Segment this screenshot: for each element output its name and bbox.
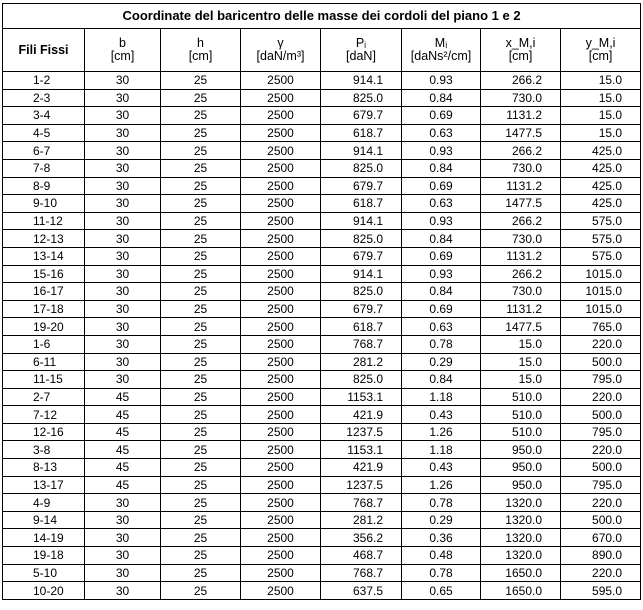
table-cell: 0.48 bbox=[402, 547, 481, 565]
table-cell: 25 bbox=[161, 72, 241, 90]
table-cell: 25 bbox=[161, 388, 241, 406]
table-cell: 45 bbox=[85, 388, 161, 406]
table-cell: 2500 bbox=[241, 582, 321, 600]
table-cell: 575.0 bbox=[561, 247, 641, 265]
table-cell: 950.0 bbox=[481, 459, 561, 477]
table-cell: 1.18 bbox=[402, 441, 481, 459]
table-cell: 2500 bbox=[241, 423, 321, 441]
table-cell: 0.84 bbox=[402, 371, 481, 389]
table-cell: 825.0 bbox=[321, 283, 402, 301]
table-cell: 0.93 bbox=[402, 265, 481, 283]
table-cell: 25 bbox=[161, 459, 241, 477]
table-cell: 25 bbox=[161, 230, 241, 248]
table-cell: 30 bbox=[85, 72, 161, 90]
table-cell: 1131.2 bbox=[481, 177, 561, 195]
table-row bbox=[3, 582, 641, 600]
table-cell: 30 bbox=[85, 124, 161, 142]
table-cell: 618.7 bbox=[321, 195, 402, 213]
table-cell: 1650.0 bbox=[481, 564, 561, 582]
table-cell: 0.29 bbox=[402, 511, 481, 529]
table-cell: 30 bbox=[85, 511, 161, 529]
table-cell: 1015.0 bbox=[561, 283, 641, 301]
table-row bbox=[3, 247, 641, 265]
row-label-cell: 3-4 bbox=[3, 107, 85, 125]
table-cell: 2500 bbox=[241, 212, 321, 230]
row-label-cell: 8-9 bbox=[3, 177, 85, 195]
table-cell: 1.26 bbox=[402, 423, 481, 441]
row-label-cell: 1-6 bbox=[3, 335, 85, 353]
table-cell: 2500 bbox=[241, 230, 321, 248]
table-cell: 500.0 bbox=[561, 459, 641, 477]
column-header-label: x_M,i bbox=[505, 36, 536, 50]
table-cell: 1131.2 bbox=[481, 300, 561, 318]
table-row bbox=[3, 529, 641, 547]
table-cell: 2500 bbox=[241, 107, 321, 125]
column-header-unit: [daN] bbox=[346, 49, 376, 63]
table-cell: 2500 bbox=[241, 159, 321, 177]
table-cell: 890.0 bbox=[561, 547, 641, 565]
table-cell: 25 bbox=[161, 177, 241, 195]
column-header bbox=[85, 29, 161, 72]
table-row bbox=[3, 441, 641, 459]
column-header-unit: [cm] bbox=[110, 49, 135, 63]
table-cell: 2500 bbox=[241, 371, 321, 389]
table-cell: 914.1 bbox=[321, 142, 402, 160]
table-cell: 595.0 bbox=[561, 582, 641, 600]
table-row bbox=[3, 494, 641, 512]
table-cell: 2500 bbox=[241, 547, 321, 565]
row-label-cell: 13-17 bbox=[3, 476, 85, 494]
table-row bbox=[3, 230, 641, 248]
table-cell: 0.63 bbox=[402, 318, 481, 336]
table-cell: 2500 bbox=[241, 89, 321, 107]
table-cell: 15.0 bbox=[481, 353, 561, 371]
column-header-label: Pᵢ bbox=[355, 36, 367, 50]
table-cell: 1.26 bbox=[402, 476, 481, 494]
row-label-cell: 1-2 bbox=[3, 72, 85, 90]
column-header bbox=[481, 29, 561, 72]
table-cell: 1015.0 bbox=[561, 265, 641, 283]
column-header-unit: [cm] bbox=[588, 49, 613, 63]
table-cell: 421.9 bbox=[321, 459, 402, 477]
table-cell: 30 bbox=[85, 494, 161, 512]
table-cell: 15.0 bbox=[561, 107, 641, 125]
table-cell: 220.0 bbox=[561, 388, 641, 406]
table-row bbox=[3, 72, 641, 90]
table-cell: 30 bbox=[85, 142, 161, 160]
table-row bbox=[3, 142, 641, 160]
table-cell: 25 bbox=[161, 124, 241, 142]
table-cell: 765.0 bbox=[561, 318, 641, 336]
table-row bbox=[3, 107, 641, 125]
table-cell: 825.0 bbox=[321, 230, 402, 248]
table-cell: 425.0 bbox=[561, 159, 641, 177]
table-row bbox=[3, 476, 641, 494]
table-cell: 25 bbox=[161, 283, 241, 301]
table-cell: 30 bbox=[85, 89, 161, 107]
table-cell: 0.43 bbox=[402, 406, 481, 424]
table-cell: 914.1 bbox=[321, 72, 402, 90]
table-cell: 30 bbox=[85, 177, 161, 195]
table-row bbox=[3, 459, 641, 477]
row-label-cell: 12-13 bbox=[3, 230, 85, 248]
table-cell: 0.93 bbox=[402, 72, 481, 90]
table-cell: 25 bbox=[161, 476, 241, 494]
table-cell: 825.0 bbox=[321, 371, 402, 389]
table-cell: 1320.0 bbox=[481, 529, 561, 547]
table-cell: 30 bbox=[85, 371, 161, 389]
table-cell: 25 bbox=[161, 159, 241, 177]
table-cell: 1153.1 bbox=[321, 388, 402, 406]
table-cell: 2500 bbox=[241, 195, 321, 213]
table-cell: 266.2 bbox=[481, 265, 561, 283]
table-cell: 30 bbox=[85, 283, 161, 301]
table-cell: 2500 bbox=[241, 177, 321, 195]
table-cell: 1131.2 bbox=[481, 107, 561, 125]
table-cell: 2500 bbox=[241, 335, 321, 353]
table-row bbox=[3, 212, 641, 230]
table-cell: 1.18 bbox=[402, 388, 481, 406]
column-header bbox=[402, 29, 481, 72]
table-cell: 220.0 bbox=[561, 335, 641, 353]
table-cell: 768.7 bbox=[321, 564, 402, 582]
table-cell: 637.5 bbox=[321, 582, 402, 600]
row-label-cell: 11-12 bbox=[3, 212, 85, 230]
table-cell: 0.65 bbox=[402, 582, 481, 600]
table-row bbox=[3, 124, 641, 142]
table-cell: 2500 bbox=[241, 247, 321, 265]
table-cell: 1477.5 bbox=[481, 195, 561, 213]
table-cell: 500.0 bbox=[561, 406, 641, 424]
table-cell: 30 bbox=[85, 159, 161, 177]
table-cell: 730.0 bbox=[481, 159, 561, 177]
row-label-cell: 6-11 bbox=[3, 353, 85, 371]
row-label-cell: 6-7 bbox=[3, 142, 85, 160]
table-cell: 825.0 bbox=[321, 89, 402, 107]
table-cell: 25 bbox=[161, 564, 241, 582]
table-cell: 25 bbox=[161, 494, 241, 512]
row-label-cell: 9-10 bbox=[3, 195, 85, 213]
table-row bbox=[3, 388, 641, 406]
table-cell: 0.84 bbox=[402, 230, 481, 248]
column-header-label: y_M,i bbox=[585, 36, 616, 50]
table-cell: 25 bbox=[161, 300, 241, 318]
row-label-cell: 8-13 bbox=[3, 459, 85, 477]
table-cell: 15.0 bbox=[561, 124, 641, 142]
column-header-unit: [daN/m³] bbox=[256, 49, 305, 63]
table-cell: 679.7 bbox=[321, 177, 402, 195]
table-cell: 914.1 bbox=[321, 212, 402, 230]
table-cell: 25 bbox=[161, 107, 241, 125]
table-cell: 0.69 bbox=[402, 247, 481, 265]
table-cell: 2500 bbox=[241, 388, 321, 406]
table-cell: 220.0 bbox=[561, 441, 641, 459]
table-cell: 25 bbox=[161, 335, 241, 353]
table-cell: 45 bbox=[85, 476, 161, 494]
table-cell: 15.0 bbox=[561, 72, 641, 90]
table-cell: 1477.5 bbox=[481, 318, 561, 336]
table-cell: 2500 bbox=[241, 265, 321, 283]
table-row bbox=[3, 318, 641, 336]
table-cell: 25 bbox=[161, 371, 241, 389]
table-cell: 25 bbox=[161, 195, 241, 213]
table-cell: 30 bbox=[85, 529, 161, 547]
table-cell: 795.0 bbox=[561, 476, 641, 494]
table-cell: 950.0 bbox=[481, 441, 561, 459]
table-cell: 220.0 bbox=[561, 564, 641, 582]
table-cell: 1015.0 bbox=[561, 300, 641, 318]
table-cell: 2500 bbox=[241, 564, 321, 582]
table-row bbox=[3, 195, 641, 213]
table-cell: 825.0 bbox=[321, 159, 402, 177]
table-cell: 25 bbox=[161, 353, 241, 371]
table-row bbox=[3, 335, 641, 353]
table-cell: 45 bbox=[85, 423, 161, 441]
table-cell: 1320.0 bbox=[481, 547, 561, 565]
table-cell: 281.2 bbox=[321, 353, 402, 371]
table-cell: 0.93 bbox=[402, 212, 481, 230]
row-label-cell: 7-12 bbox=[3, 406, 85, 424]
data-table bbox=[2, 3, 641, 600]
table-cell: 25 bbox=[161, 406, 241, 424]
table-cell: 1477.5 bbox=[481, 124, 561, 142]
row-label-cell: 19-18 bbox=[3, 547, 85, 565]
table-cell: 0.69 bbox=[402, 107, 481, 125]
table-cell: 1320.0 bbox=[481, 494, 561, 512]
table-cell: 30 bbox=[85, 212, 161, 230]
row-label-cell: 7-8 bbox=[3, 159, 85, 177]
column-header-unit: [daNs²/cm] bbox=[410, 49, 472, 63]
table-cell: 25 bbox=[161, 142, 241, 160]
row-label-cell: 2-7 bbox=[3, 388, 85, 406]
table-cell: 15.0 bbox=[561, 89, 641, 107]
row-label-cell: 15-16 bbox=[3, 265, 85, 283]
table-cell: 25 bbox=[161, 582, 241, 600]
table-cell: 795.0 bbox=[561, 423, 641, 441]
table-cell: 30 bbox=[85, 582, 161, 600]
table-cell: 266.2 bbox=[481, 72, 561, 90]
table-cell: 500.0 bbox=[561, 353, 641, 371]
table-cell: 0.29 bbox=[402, 353, 481, 371]
table-cell: 510.0 bbox=[481, 423, 561, 441]
table-cell: 1131.2 bbox=[481, 247, 561, 265]
table-cell: 25 bbox=[161, 529, 241, 547]
table-cell: 0.78 bbox=[402, 335, 481, 353]
column-header-label: Fili Fissi bbox=[18, 42, 69, 57]
table-cell: 0.93 bbox=[402, 142, 481, 160]
table-cell: 45 bbox=[85, 459, 161, 477]
table-cell: 670.0 bbox=[561, 529, 641, 547]
table-cell: 30 bbox=[85, 247, 161, 265]
column-header-unit: [cm] bbox=[188, 49, 213, 63]
table-row bbox=[3, 371, 641, 389]
table-row bbox=[3, 353, 641, 371]
table-cell: 425.0 bbox=[561, 177, 641, 195]
table-cell: 0.84 bbox=[402, 89, 481, 107]
table-cell: 0.69 bbox=[402, 300, 481, 318]
table-cell: 25 bbox=[161, 441, 241, 459]
table-cell: 0.78 bbox=[402, 564, 481, 582]
row-label-cell: 17-18 bbox=[3, 300, 85, 318]
table-cell: 30 bbox=[85, 335, 161, 353]
table-cell: 510.0 bbox=[481, 388, 561, 406]
table-cell: 575.0 bbox=[561, 212, 641, 230]
table-cell: 30 bbox=[85, 564, 161, 582]
table-row bbox=[3, 423, 641, 441]
row-label-cell: 19-20 bbox=[3, 318, 85, 336]
column-header-label: γ bbox=[277, 36, 284, 50]
table-body bbox=[3, 72, 641, 600]
table-cell: 281.2 bbox=[321, 511, 402, 529]
table-cell: 768.7 bbox=[321, 335, 402, 353]
table-cell: 2500 bbox=[241, 300, 321, 318]
table-cell: 1153.1 bbox=[321, 441, 402, 459]
table-row bbox=[3, 300, 641, 318]
table-cell: 30 bbox=[85, 547, 161, 565]
column-header-label: b bbox=[119, 36, 126, 50]
table-cell: 25 bbox=[161, 89, 241, 107]
table-cell: 618.7 bbox=[321, 318, 402, 336]
table-cell: 0.69 bbox=[402, 177, 481, 195]
row-label-cell: 12-16 bbox=[3, 423, 85, 441]
table-row bbox=[3, 283, 641, 301]
row-label-cell: 16-17 bbox=[3, 283, 85, 301]
table-cell: 1650.0 bbox=[481, 582, 561, 600]
table-cell: 30 bbox=[85, 195, 161, 213]
table-cell: 2500 bbox=[241, 441, 321, 459]
table-cell: 730.0 bbox=[481, 230, 561, 248]
table-row bbox=[3, 265, 641, 283]
table-row bbox=[3, 547, 641, 565]
table-cell: 45 bbox=[85, 406, 161, 424]
column-header bbox=[561, 29, 641, 72]
table-cell: 30 bbox=[85, 318, 161, 336]
table-cell: 25 bbox=[161, 318, 241, 336]
column-header bbox=[241, 29, 321, 72]
table-cell: 730.0 bbox=[481, 89, 561, 107]
table-row bbox=[3, 564, 641, 582]
row-label-cell: 2-3 bbox=[3, 89, 85, 107]
table-cell: 45 bbox=[85, 441, 161, 459]
table-cell: 30 bbox=[85, 107, 161, 125]
table-cell: 0.84 bbox=[402, 283, 481, 301]
table-cell: 2500 bbox=[241, 494, 321, 512]
table-cell: 510.0 bbox=[481, 406, 561, 424]
table-cell: 1237.5 bbox=[321, 476, 402, 494]
row-label-cell: 3-8 bbox=[3, 441, 85, 459]
table-cell: 25 bbox=[161, 247, 241, 265]
row-label-cell: 9-14 bbox=[3, 511, 85, 529]
table-cell: 421.9 bbox=[321, 406, 402, 424]
table-cell: 950.0 bbox=[481, 476, 561, 494]
table-row bbox=[3, 177, 641, 195]
table-cell: 356.2 bbox=[321, 529, 402, 547]
table-cell: 30 bbox=[85, 300, 161, 318]
table-cell: 0.84 bbox=[402, 159, 481, 177]
table-cell: 0.78 bbox=[402, 494, 481, 512]
table-row bbox=[3, 406, 641, 424]
table-cell: 2500 bbox=[241, 529, 321, 547]
table-cell: 2500 bbox=[241, 406, 321, 424]
table-cell: 0.63 bbox=[402, 124, 481, 142]
table-cell: 2500 bbox=[241, 318, 321, 336]
table-cell: 15.0 bbox=[481, 371, 561, 389]
table-cell: 25 bbox=[161, 511, 241, 529]
table-cell: 0.43 bbox=[402, 459, 481, 477]
row-label-cell: 4-5 bbox=[3, 124, 85, 142]
table-cell: 220.0 bbox=[561, 494, 641, 512]
row-label-cell: 5-10 bbox=[3, 564, 85, 582]
column-header-label: Mᵢ bbox=[434, 36, 448, 50]
table-cell: 15.0 bbox=[481, 335, 561, 353]
table-cell: 30 bbox=[85, 353, 161, 371]
table-cell: 25 bbox=[161, 423, 241, 441]
row-label-cell: 14-19 bbox=[3, 529, 85, 547]
table-cell: 25 bbox=[161, 212, 241, 230]
table-cell: 2500 bbox=[241, 124, 321, 142]
column-header bbox=[321, 29, 402, 72]
column-header bbox=[161, 29, 241, 72]
table-row bbox=[3, 511, 641, 529]
column-header-label: h bbox=[197, 36, 204, 50]
row-label-cell: 13-14 bbox=[3, 247, 85, 265]
table-cell: 1320.0 bbox=[481, 511, 561, 529]
row-label-cell: 10-20 bbox=[3, 582, 85, 600]
table-cell: 914.1 bbox=[321, 265, 402, 283]
table-cell: 2500 bbox=[241, 72, 321, 90]
table-cell: 266.2 bbox=[481, 212, 561, 230]
table-cell: 575.0 bbox=[561, 230, 641, 248]
table-cell: 2500 bbox=[241, 476, 321, 494]
table-cell: 0.36 bbox=[402, 529, 481, 547]
table-cell: 468.7 bbox=[321, 547, 402, 565]
table-cell: 679.7 bbox=[321, 107, 402, 125]
table-cell: 730.0 bbox=[481, 283, 561, 301]
table-cell: 425.0 bbox=[561, 195, 641, 213]
table-cell: 2500 bbox=[241, 283, 321, 301]
table-cell: 2500 bbox=[241, 353, 321, 371]
table-cell: 2500 bbox=[241, 142, 321, 160]
table-row bbox=[3, 89, 641, 107]
table-cell: 1237.5 bbox=[321, 423, 402, 441]
table-cell: 30 bbox=[85, 265, 161, 283]
table-cell: 679.7 bbox=[321, 300, 402, 318]
table-cell: 618.7 bbox=[321, 124, 402, 142]
table-container bbox=[2, 3, 640, 600]
table-cell: 25 bbox=[161, 265, 241, 283]
table-cell: 2500 bbox=[241, 459, 321, 477]
table-title: Coordinate del baricentro delle masse dei cordoli del piano 1 e 2 bbox=[3, 4, 641, 29]
table-row bbox=[3, 159, 641, 177]
column-header-unit: [cm] bbox=[508, 49, 533, 63]
table-cell: 30 bbox=[85, 230, 161, 248]
table-cell: 2500 bbox=[241, 511, 321, 529]
table-cell: 266.2 bbox=[481, 142, 561, 160]
table-cell: 25 bbox=[161, 547, 241, 565]
row-label-cell: 11-15 bbox=[3, 371, 85, 389]
header-row bbox=[3, 29, 641, 72]
table-cell: 500.0 bbox=[561, 511, 641, 529]
table-cell: 768.7 bbox=[321, 494, 402, 512]
table-cell: 425.0 bbox=[561, 142, 641, 160]
table-cell: 679.7 bbox=[321, 247, 402, 265]
column-header bbox=[3, 29, 85, 72]
table-cell: 0.63 bbox=[402, 195, 481, 213]
table-cell: 795.0 bbox=[561, 371, 641, 389]
row-label-cell: 4-9 bbox=[3, 494, 85, 512]
